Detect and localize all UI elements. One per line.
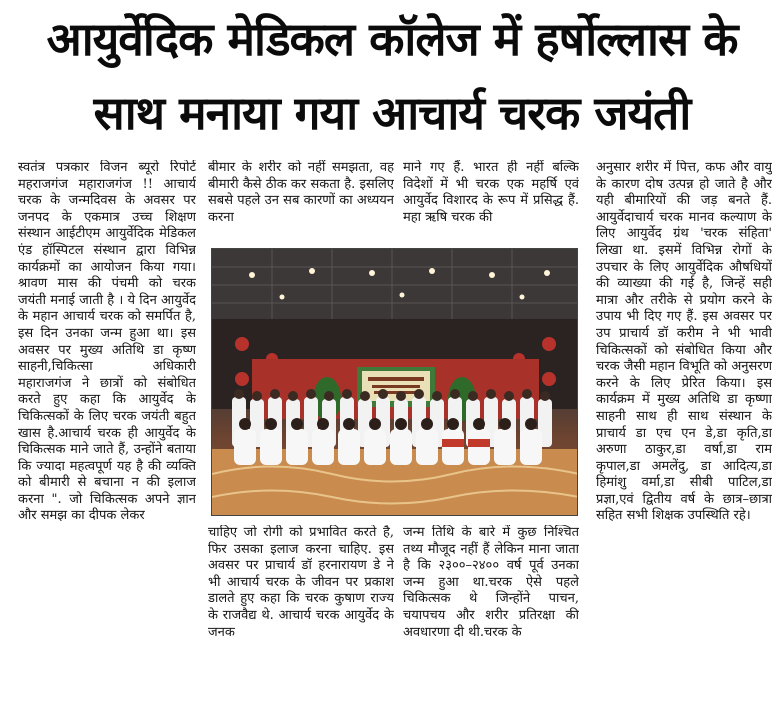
article-text-col1: स्वतंत्र पत्रकार विजन ब्यूरो रिपोर्ट महराजगंज महाराजगंज !! आचार्य चरक के जन्मदिवस के अवसर पर जनपद के एकमात्र उच्च शिक्षण संस्थान आईटीएम आयुर्वेदिक मेडिकल एंड हॉस्पिटल संस्थान द्वारा विभिन्न कार्यक्रमों का आयोजन किया गया। श्रावण मास की पंचमी को चरक जयंती मनाई जाती है । ये दिन आयुर्वेद के महान आचार्य चरक को समर्पित है, इस दिन उनका जन्म हुआ था। इस अवसर पर मुख्य अतिथि डा कृष्ण साहनी,चिकित्सा अधिकारी महाराजगंज ने छात्रों को संबोधित करते हुए कहा कि आयुर्वेद के चिकित्सकों के लिए चरक जयंती बहुत खास है.आचार्य चरक ही आयुर्वेद के चिकित्सक माने जाते हैं, उन्होंने बताया कि ज्यादा महत्वपूर्ण यह है की व्यक्ति को बीमारी से बचाना न की इलाज करना ". जो चिकित्सक अपने ज्ञान और समझ का दीपक लेकर [18, 160, 196, 524]
article-column-2-bottom [208, 525, 394, 697]
article-column-2-top [208, 160, 394, 242]
article-column-4 [596, 160, 772, 700]
article-column-3-top [403, 160, 579, 242]
article-column-3-bottom [403, 525, 579, 697]
article-text-col3-bottom: जन्म तिथि के बारे में कुछ निश्चित तथ्य मौजूद नहीं हैं लेकिन माना जाता है कि २३००–२४०० वर्ष पूर्व उनका जन्म हुआ था.चरक ऐसे पहले चिकित्सक थे जिन्होंने पाचन, चयापचय और शरीर प्रतिरक्षा की अवधारणा दी थी.चरक के [403, 525, 579, 640]
group-photo-image [212, 249, 578, 516]
article-text-col3-top: माने गए हैं. भारत ही नहीं बल्कि विदेशों में भी चरक एक महर्षि एवं आयुर्वेद विशारद के रूप में प्रसिद्ध हैं. महा ऋषि चरक की [403, 160, 579, 225]
headline-line-1: आयुर्वेदिक मेडिकल कॉलेज में हर्षोल्लास के [46, 12, 738, 66]
article-text-col2-top: बीमार के शरीर को नहीं समझता, वह बीमारी कैसे ठीक कर सकता है. इसलिए सबसे पहले उन सब कारणों का अध्ययन करना [208, 160, 394, 225]
headline-line-2: साथ मनाया गया आचार्य चरक जयंती [93, 86, 691, 140]
article-text-col4: अनुसार शरीर में पित्त, कफ और वायु के कारण दोष उत्पन्न हो जाते है और यही बीमारियों की जड़ बनते हैं. आयुर्वेदाचार्य चरक मानव कल्याण के लिए आयुर्वेद ग्रंथ 'चरक संहिता' लिखा था. इसमें विभिन्न रोगों के उपचार के लिए आयुर्वेदिक औषधियों की व्याख्या की गई है, जिन्हें सही मात्रा और तरीके से प्रयोग करने के उपाय भी दिए गए हैं. इस अवसर पर उप प्राचार्य डॉ करीम ने भी भावी चिकित्सकों को संबोधित किया और चरक जैसी महान विभूति को अनुसरण करने के लिए प्रेरित किया। इस कार्यक्रम में मुख्य अतिथि डा कृष्णा साहनी साथ ही साथ संस्थान के प्राचार्य डा एच एन डे,डा कृति,डा अरुणा ठाकुर,डा वर्षा,डा राम कृपाल,डा अमलेंदु, डा आदित्य,डा हिमांशु वर्मा,डा सीबी पाटिल,डा प्रज्ञा,एवं द्वितीय वर्ष के छात्र–छात्रा सहित सभी शिक्षक उपस्थिति रहे। [596, 160, 772, 524]
group-photo [211, 248, 578, 516]
article-text-col2-bottom: चाहिए जो रोगी को प्रभावित करते है, फिर उसका इलाज करना चाहिए. इस अवसर पर प्राचार्य डॉ हरनारायण डे ने भी आचार्य चरक के जीवन पर प्रकाश डालते हुए कहा कि चरक कुषाण राज्य के राजवैद्य थे. आचार्य चरक आयुर्वेद के जनक [208, 525, 394, 640]
article-column-1 [18, 160, 196, 698]
